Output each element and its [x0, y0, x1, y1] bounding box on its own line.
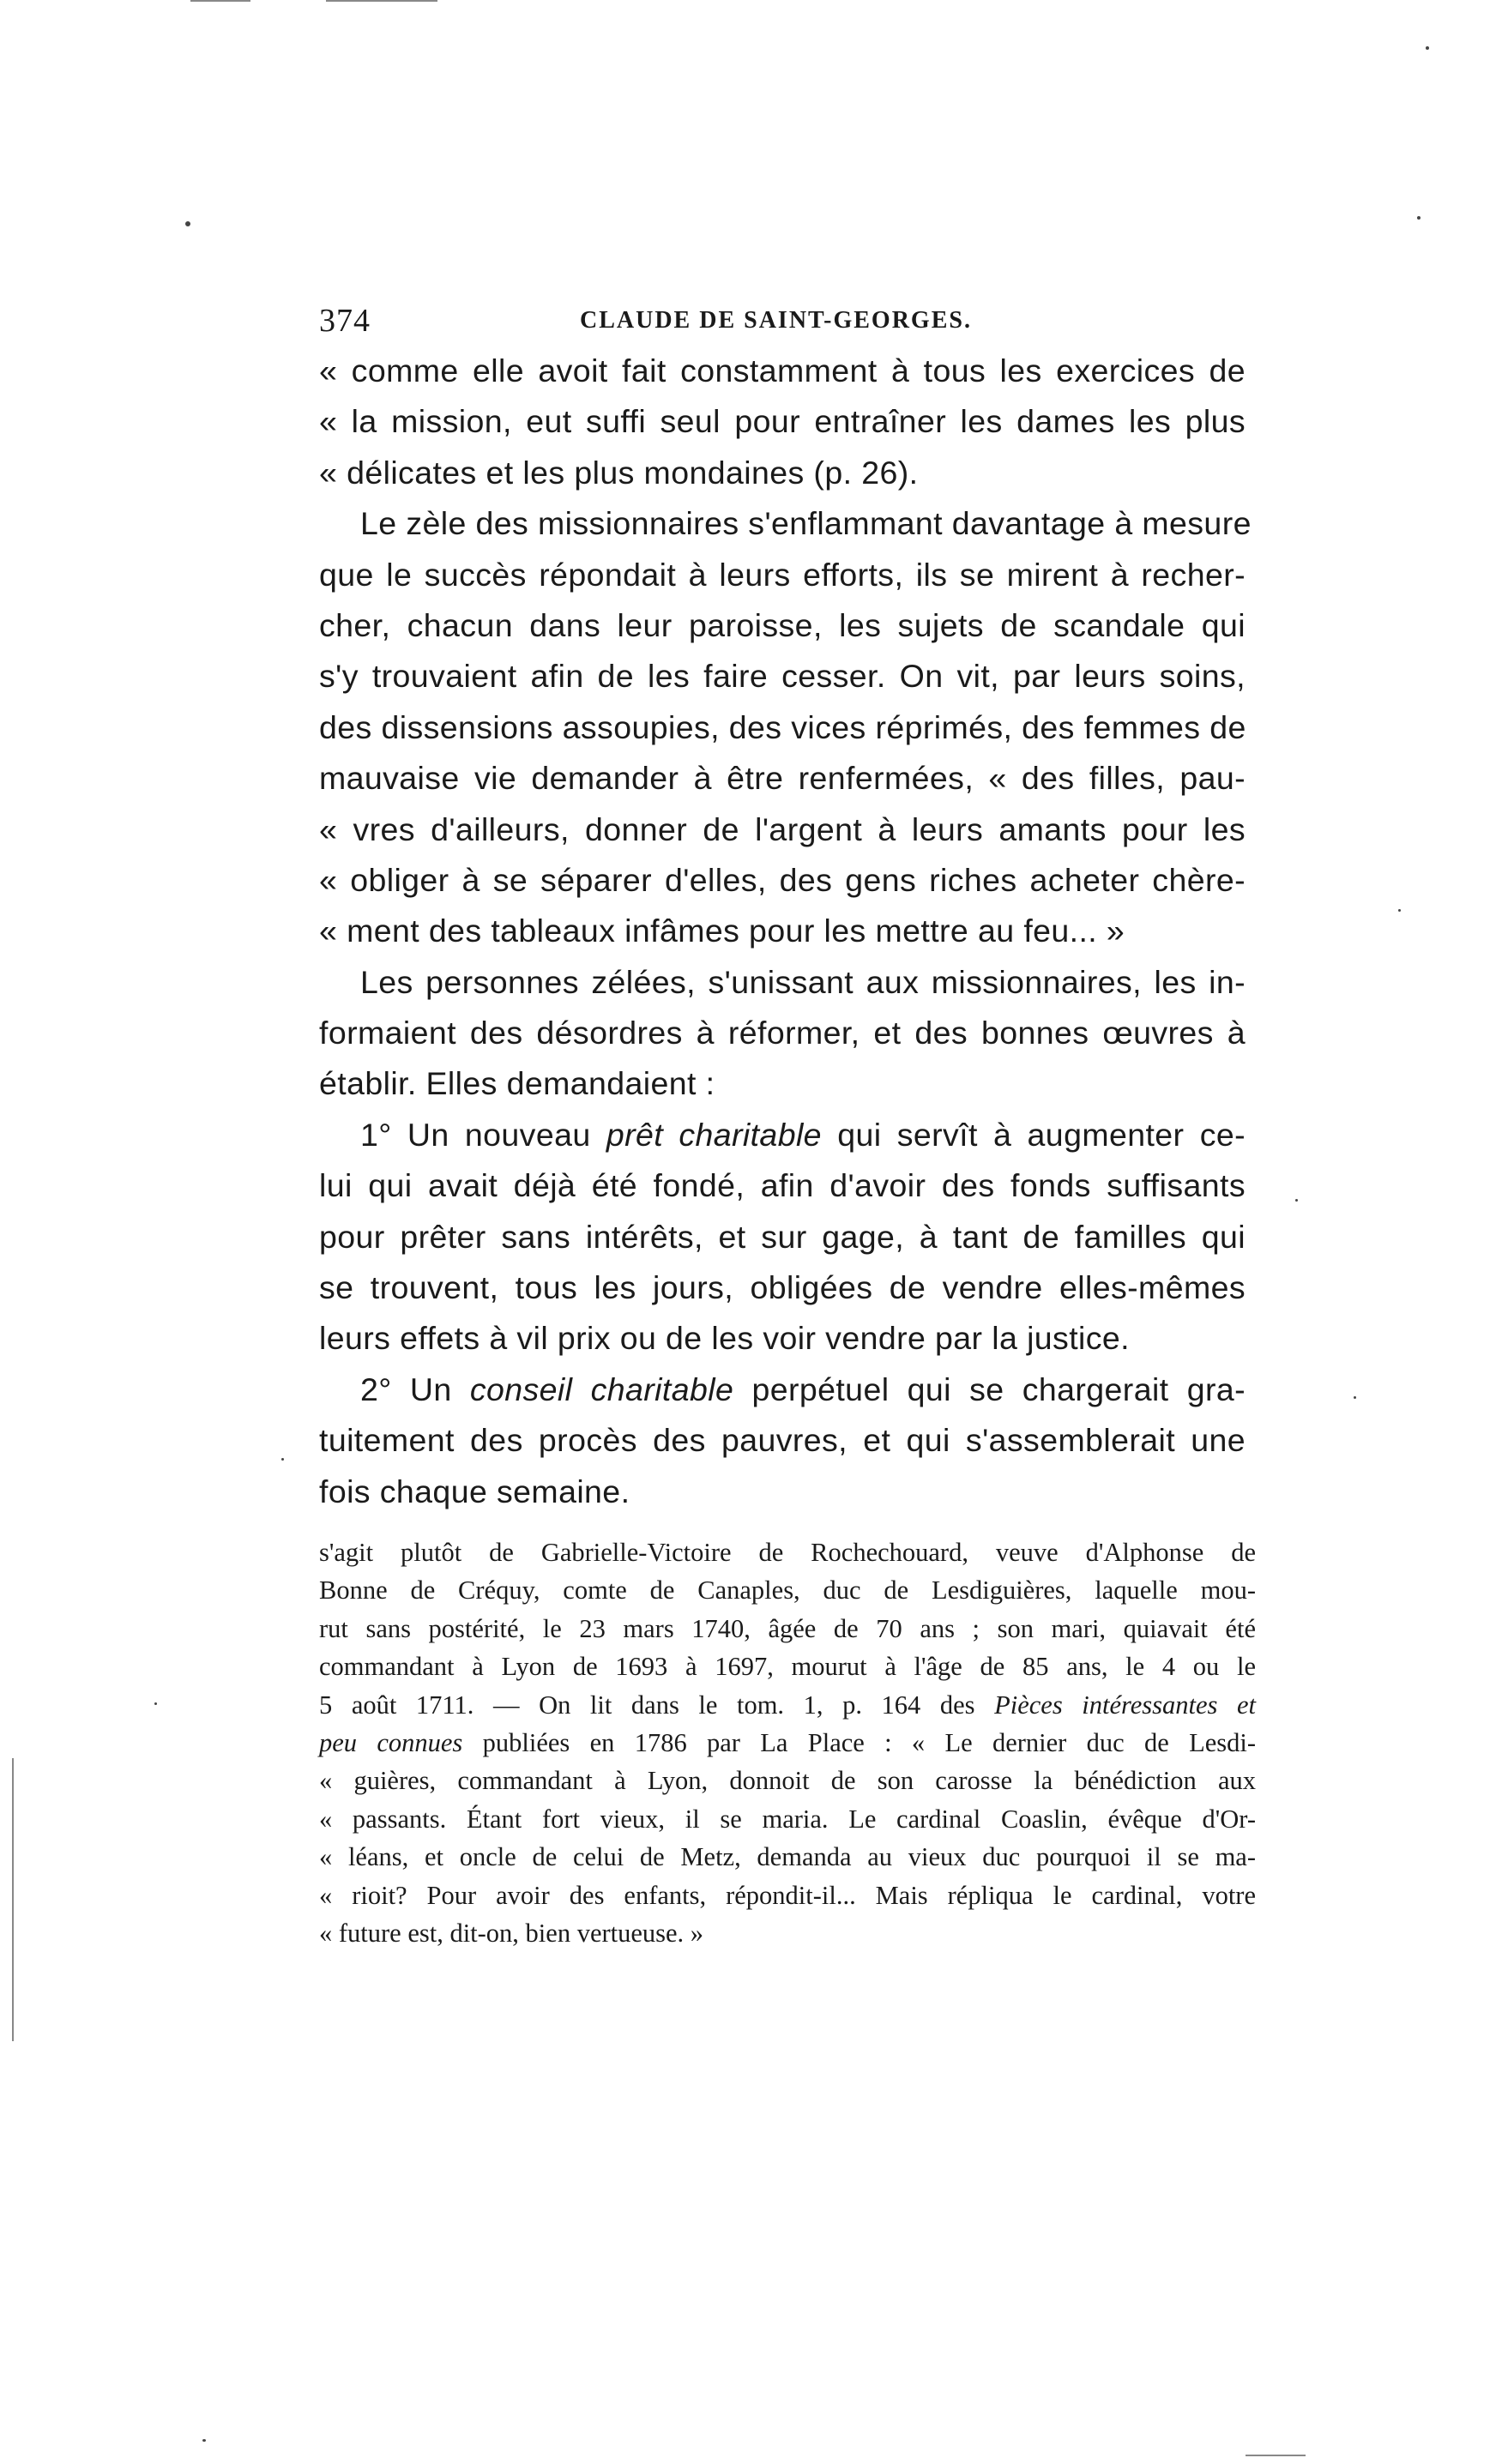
text-line: Le zèle des missionnaires s'enflammant davantage à mesure — [360, 505, 1252, 542]
scan-artifact-line — [326, 0, 437, 2]
text-segment: 1° Un nouveau — [360, 1116, 591, 1153]
text-segment: 2° Un — [360, 1371, 452, 1407]
text-line: « obliger à se séparer d'elles, des gens riches acheter chère- — [319, 861, 1246, 898]
scan-artifact-line — [12, 1758, 14, 2041]
text-line: des dissensions assoupies, des vices réprimés, des femmes de — [319, 708, 1246, 745]
scan-speck — [1295, 1199, 1298, 1202]
text-line: se trouvent, tous les jours, obligées de vendre elles-mêmes — [319, 1269, 1246, 1306]
italic-term: prêt charitable — [606, 1116, 822, 1153]
text-line: lui qui avait déjà été fondé, afin d'avoir des fonds suffisants — [319, 1167, 1246, 1204]
text-line: établir. Elles demandaient : — [319, 1065, 715, 1102]
text-line: mauvaise vie demander à être renfermées, « des filles, pau- — [319, 760, 1246, 797]
footnote-line: commandant à Lyon de 1693 à 1697, mourut à l'âge de 85 ans, le 4 ou le — [319, 1652, 1256, 1682]
text-line: tuitement des procès des pauvres, et qui s'assemblerait une — [319, 1422, 1246, 1459]
page-number: 374 — [319, 303, 371, 339]
text-line: formaient des désordres à réformer, et des bonnes œuvres à — [319, 1015, 1246, 1051]
footnote-line: Bonne de Créquy, comte de Canaples, duc de Lesdiguières, laquelle mou- — [319, 1575, 1256, 1606]
text-line — [319, 1110, 1246, 1160]
footnote-line: « léans, et oncle de celui de Metz, demanda au vieux duc pourquoi il se ma- — [319, 1842, 1256, 1872]
footnote-line: « guières, commandant à Lyon, donnoit de son carosse la bénédiction aux — [319, 1766, 1256, 1796]
footnote-line: « future est, dit-on, bien vertueuse. » — [319, 1918, 704, 1948]
text-line: fois chaque semaine. — [319, 1473, 630, 1509]
text-line — [319, 1365, 1246, 1415]
text-line: « comme elle avoit fait constamment à tous les exercices de — [319, 352, 1246, 389]
text-line: s'y trouvaient afin de les faire cesser. On vit, par leurs soins, — [319, 658, 1246, 695]
text-line: « ment des tableaux infâmes pour les mettre au feu... » — [319, 913, 1125, 949]
text-segment: perpétuel qui se chargerait gra- — [751, 1371, 1246, 1407]
footnote — [319, 1533, 1256, 1952]
scan-speck — [154, 1702, 157, 1705]
footnote-line — [319, 1724, 1256, 1762]
footnote-line: s'agit plutôt de Gabrielle-Victoire de Rochechouard, veuve d'Alphonse de — [319, 1538, 1256, 1567]
text-segment: 5 août 1711. — On lit dans le tom. 1, p. 164 des — [319, 1690, 975, 1720]
main-text — [319, 346, 1252, 1517]
scan-speck — [1354, 1396, 1356, 1399]
text-line: que le succès répondait à leurs efforts, ils se mirent à recher- — [319, 556, 1246, 593]
scan-speck — [1398, 909, 1401, 912]
page-header — [319, 302, 1246, 345]
text-segment: qui servît à augmenter ce- — [837, 1116, 1246, 1153]
italic-term: Pièces intéressantes et — [994, 1690, 1256, 1720]
scan-speck — [1417, 216, 1421, 220]
footnote-line: « rioit? Pour avoir des enfants, répondit-il... Mais répliqua le cardinal, votre — [319, 1880, 1256, 1910]
running-title: CLAUDE DE SAINT-GEORGES. — [580, 307, 972, 334]
scan-speck — [1426, 46, 1429, 50]
text-line: « la mission, eut suffi seul pour entraîner les dames les plus — [319, 403, 1246, 440]
footnote-line: rut sans postérité, le 23 mars 1740, âgée de 70 ans ; son mari, quiavait été — [319, 1613, 1256, 1643]
scan-speck — [202, 2439, 206, 2442]
text-line: Les personnes zélées, s'unissant aux missionnaires, les in- — [360, 963, 1246, 1000]
footnote-line — [319, 1686, 1256, 1724]
footnote-line: « passants. Étant fort vieux, il se maria. Le cardinal Coaslin, évêque d'Or- — [319, 1804, 1256, 1834]
scan-speck — [281, 1458, 284, 1461]
text-line: « délicates et les plus mondaines (p. 26). — [319, 454, 919, 491]
text-line: « vres d'ailleurs, donner de l'argent à leurs amants pour les — [319, 810, 1246, 847]
scan-artifact-line — [1246, 2455, 1306, 2456]
text-line: cher, chacun dans leur paroisse, les sujets de scandale qui — [319, 606, 1246, 643]
scan-speck — [185, 221, 190, 226]
text-line: leurs effets à vil prix ou de les voir vendre par la justice. — [319, 1320, 1130, 1357]
scan-artifact-line — [190, 0, 250, 2]
italic-term: conseil charitable — [469, 1371, 734, 1407]
text-segment: publiées en 1786 par La Place : « Le dernier duc de Lesdi- — [482, 1727, 1257, 1757]
text-line: pour prêter sans intérêts, et sur gage, à tant de familles qui — [319, 1218, 1246, 1255]
italic-term: peu connues — [319, 1727, 463, 1757]
